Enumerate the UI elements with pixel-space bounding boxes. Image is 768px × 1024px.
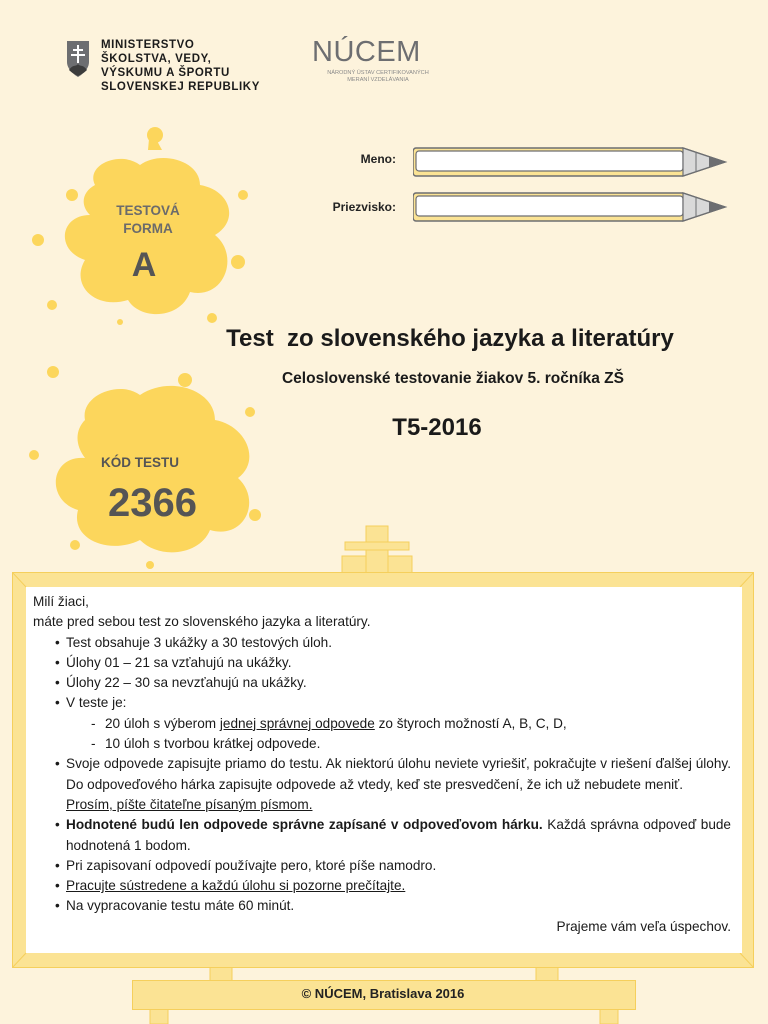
list-item: • Úlohy 22 – 30 sa nevzťahujú na ukážky.: [33, 673, 731, 693]
sub-item-text: 10 úloh s tvorbou krátkej odpovede.: [105, 736, 321, 752]
list-item: [33, 754, 731, 815]
ministry-name: [101, 38, 260, 94]
instructions-list: [33, 633, 731, 917]
closing-wish: Prajeme vám veľa úspechov.: [556, 918, 731, 934]
nucem-logo: NÚCEM: [312, 36, 421, 68]
grading-bold: Hodnotené budú len odpovede správne zapísané v odpoveďovom hárku.: [66, 817, 543, 833]
test-code: T5-2016: [392, 414, 482, 441]
focus-note: Pracujte sústredene a každú úlohu si pozorne prečítajte.: [66, 878, 406, 894]
ministry-line-4: SLOVENSKEJ REPUBLIKY: [101, 81, 260, 93]
instructions-greeting: Milí žiaci,: [33, 594, 89, 609]
form-letter: A: [131, 246, 157, 284]
list-item: [33, 815, 731, 856]
code-label: KÓD TESTU: [100, 455, 179, 470]
handwriting-note: Prosím, píšte čitateľne písaným písmom.: [66, 796, 313, 812]
sub-item-underlined: jednej správnej odpovede: [219, 715, 375, 731]
sub-item-text-end: zo štyroch možností A, B, C, D,: [374, 715, 567, 731]
list-item: • V teste je:: [33, 693, 731, 713]
nucem-subtitle: [313, 70, 443, 84]
sub-list-item: [33, 714, 731, 734]
answers-instruction: Svoje odpovede zapisujte priamo do testu. Ak niektorú úlohu neviete vyriešiť, pokračujte v riešení ďalšej úlohy. Do odpoveďového hárka zapisujte odpovede až vtedy, keď ste presvedčení, že ich už nebudete meniť.: [66, 756, 731, 792]
form-label: [108, 202, 188, 238]
ministry-line-1: MINISTERSTVO: [101, 39, 195, 51]
list-item: [33, 876, 731, 896]
list-item: • Úlohy 01 – 21 sa vzťahujú na ukážky.: [33, 653, 731, 673]
nucem-subtitle-line-2: MERANÍ VZDELÁVANIA: [347, 77, 409, 83]
list-item: • Na vypracovanie testu máte 60 minút.: [33, 896, 731, 916]
code-value: 2366: [108, 481, 197, 525]
instructions-intro: máte pred sebou test zo slovenského jazyka a literatúry.: [33, 614, 371, 630]
easel-top: [342, 526, 412, 576]
page-title: Test zo slovenského jazyka a literatúry: [226, 325, 674, 352]
list-item: • Test obsahuje 3 ukážky a 30 testových úloh.: [33, 633, 731, 653]
slovak-crest-icon: [66, 40, 90, 78]
ministry-line-3: VÝSKUMU A ŠPORTU: [101, 67, 230, 79]
footer-copyright: © NÚCEM, Bratislava 2016: [301, 986, 465, 1001]
ministry-line-2: ŠKOLSTVA, VEDY,: [101, 53, 212, 65]
instructions: [33, 592, 731, 937]
nucem-subtitle-line-1: NÁRODNÝ ÚSTAV CERTIFIKOVANÝCH: [327, 70, 429, 76]
name-field[interactable]: [413, 145, 731, 179]
name-label: Meno:: [360, 152, 396, 166]
surname-label: Priezvisko:: [332, 200, 396, 214]
list-item: • Pri zapisovaní odpovedí používajte pero, ktoré píše namodro.: [33, 856, 731, 876]
surname-field[interactable]: [413, 190, 731, 224]
form-label-line-1: TESTOVÁ: [116, 203, 180, 218]
grading-rest: Každá správna odpoveď bude hodnotená 1 bodom.: [66, 817, 731, 853]
sub-list-item: [33, 734, 731, 754]
sub-item-text: 20 úloh s výberom: [105, 715, 220, 731]
form-label-line-2: FORMA: [123, 221, 173, 236]
page-subtitle: Celoslovenské testovanie žiakov 5. ročníka ZŠ: [281, 370, 624, 387]
